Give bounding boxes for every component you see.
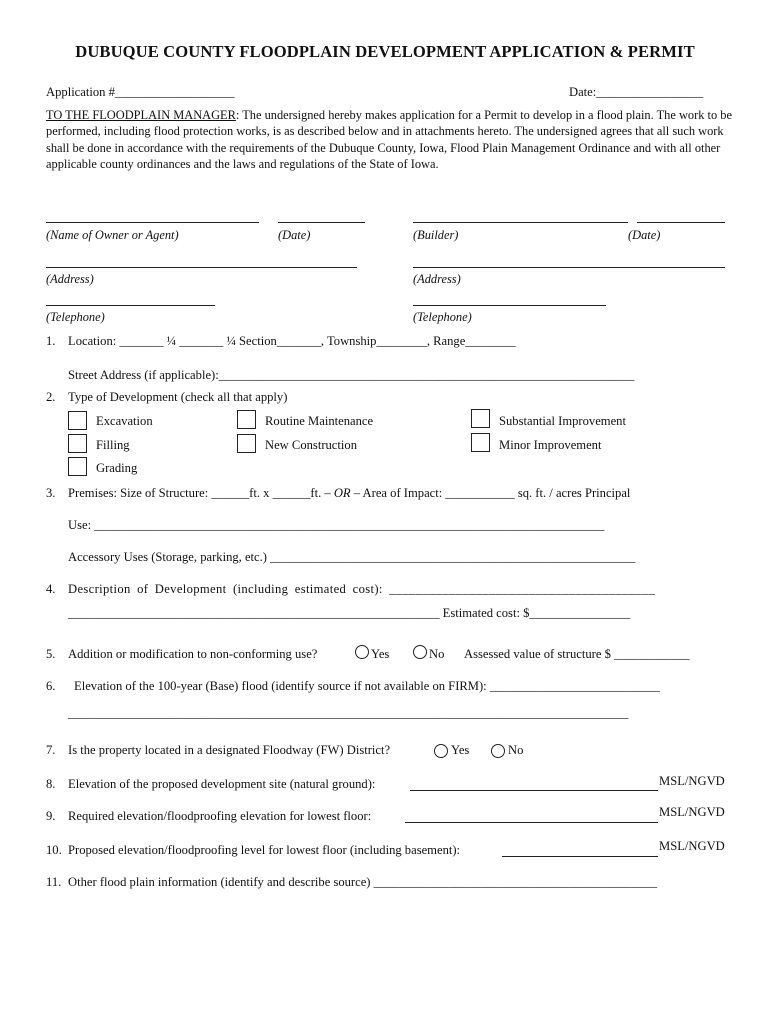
minor-improvement-label: Minor Improvement [499, 438, 602, 452]
item-6-number: 6. [46, 679, 56, 693]
item-3-number: 3. [46, 486, 56, 500]
application-number-field[interactable]: Application #___________________ [46, 85, 235, 99]
nonconforming-no-label: No [429, 647, 445, 661]
application-date-field[interactable]: Date:_________________ [569, 85, 704, 99]
builder-telephone-caption: (Telephone) [413, 310, 472, 324]
item-7-number: 7. [46, 743, 56, 757]
form-title: DUBUQUE COUNTY FLOODPLAIN DEVELOPMENT APPLICATION & PERMIT [75, 42, 695, 61]
builder-signature-line[interactable] [413, 222, 628, 223]
owner-telephone-caption: (Telephone) [46, 310, 105, 324]
excavation-label: Excavation [96, 414, 153, 428]
filling-label: Filling [96, 438, 130, 452]
principal-use-field[interactable]: Use: _________________________________________________________________________________ [68, 518, 605, 532]
accessory-uses-field[interactable]: Accessory Uses (Storage, parking, etc.) __________________________________________________________ [68, 550, 636, 564]
assessed-value-field[interactable]: Assessed value of structure $ ____________ [464, 647, 690, 661]
item-5-number: 5. [46, 647, 56, 661]
routine-maintenance-checkbox[interactable] [237, 410, 256, 429]
filling-checkbox[interactable] [68, 434, 87, 453]
item-1-number: 1. [46, 334, 56, 348]
natural-ground-elevation-line[interactable] [410, 790, 658, 791]
description-field[interactable]: Description of Development (including estimated cost): ________________________________________ [68, 582, 656, 596]
nonconforming-no-radio[interactable] [413, 645, 427, 659]
natural-ground-unit: MSL/NGVD [659, 774, 725, 788]
item-8-number: 8. [46, 777, 56, 791]
base-flood-elevation-field[interactable]: Elevation of the 100-year (Base) flood (identify source if not available on FIRM): ___________________________ [74, 679, 660, 693]
item-11-number: 11. [46, 875, 62, 889]
premises-size-text: Premises: Size of Structure: ______ft. x ______ft. [68, 486, 325, 500]
other-floodplain-info-field[interactable]: Other flood plain information (identify and describe source) _____________________________________________ [68, 875, 658, 889]
builder-caption: (Builder) [413, 228, 459, 242]
or-separator: – OR – [324, 486, 361, 500]
minor-improvement-checkbox[interactable] [471, 433, 490, 452]
natural-ground-elevation-label: Elevation of the proposed development site (natural ground): [68, 777, 376, 791]
routine-maintenance-label: Routine Maintenance [265, 414, 374, 428]
base-flood-elevation-line-2[interactable]: _________________________________________________________________________________________ [68, 706, 629, 720]
owner-telephone-line[interactable] [46, 305, 215, 306]
intro-body: : The undersigned hereby makes application for a Permit to develop in a flood plain. The work to be performed, including flood protection works, is as described below and in attachments hereto. The undersigned agrees that all such work shall be done in accordance with the requirements of the Dubuque County, Iowa, Flood Plain Management Ordinance and with all other applicable county ordinances and the laws and regulations of the State of Iowa. [46, 108, 732, 172]
premises-field[interactable] [68, 486, 630, 501]
new-construction-label: New Construction [265, 438, 357, 452]
builder-telephone-line[interactable] [413, 305, 606, 306]
excavation-checkbox[interactable] [68, 411, 87, 430]
owner-address-caption: (Address) [46, 272, 94, 286]
item-10-number: 10. [46, 843, 62, 857]
builder-address-line[interactable] [413, 267, 725, 268]
proposed-elevation-label: Proposed elevation/floodproofing level for lowest floor (including basement): [68, 843, 461, 857]
nonconforming-yes-radio[interactable] [355, 645, 369, 659]
addressee: TO THE FLOODPLAIN MANAGER [46, 108, 236, 122]
owner-address-line[interactable] [46, 267, 357, 268]
owner-date-caption: (Date) [278, 228, 311, 242]
substantial-improvement-label: Substantial Improvement [499, 414, 626, 428]
intro-paragraph [46, 107, 736, 173]
location-field[interactable]: Location: _______ ¼ _______ ¼ Section_______, Township________, Range________ [68, 334, 516, 348]
estimated-cost-field[interactable]: ___________________________________________________________ Estimated cost: $________________ [68, 606, 631, 620]
nonconforming-yes-label: Yes [371, 647, 390, 661]
builder-address-caption: (Address) [413, 272, 461, 286]
grading-checkbox[interactable] [68, 457, 87, 476]
new-construction-checkbox[interactable] [237, 434, 256, 453]
builder-date-caption: (Date) [628, 228, 661, 242]
required-elevation-label: Required elevation/floodproofing elevation for lowest floor: [68, 809, 372, 823]
proposed-elevation-line[interactable] [502, 856, 658, 857]
owner-signature-line[interactable] [46, 222, 259, 223]
floodway-no-radio[interactable] [491, 744, 505, 758]
item-9-number: 9. [46, 809, 56, 823]
owner-caption: (Name of Owner or Agent) [46, 228, 179, 242]
grading-label: Grading [96, 461, 138, 475]
floodway-yes-label: Yes [451, 743, 470, 757]
owner-date-line[interactable] [278, 222, 365, 223]
required-elevation-line[interactable] [405, 822, 658, 823]
substantial-improvement-checkbox[interactable] [471, 409, 490, 428]
item-2-number: 2. [46, 390, 56, 404]
development-type-label: Type of Development (check all that apply) [68, 390, 288, 404]
street-address-field[interactable]: Street Address (if applicable):__________________________________________________________________ [68, 368, 635, 382]
item-4-number: 4. [46, 582, 56, 596]
area-of-impact-text: Area of Impact: ___________ sq. ft. / acres Principal [360, 486, 631, 500]
floodway-no-label: No [508, 743, 524, 757]
nonconforming-question: Addition or modification to non-conforming use? [68, 647, 318, 661]
required-elevation-unit: MSL/NGVD [659, 805, 725, 819]
floodway-question: Is the property located in a designated Floodway (FW) District? [68, 743, 391, 757]
proposed-elevation-unit: MSL/NGVD [659, 839, 725, 853]
builder-date-line[interactable] [637, 222, 725, 223]
floodway-yes-radio[interactable] [434, 744, 448, 758]
